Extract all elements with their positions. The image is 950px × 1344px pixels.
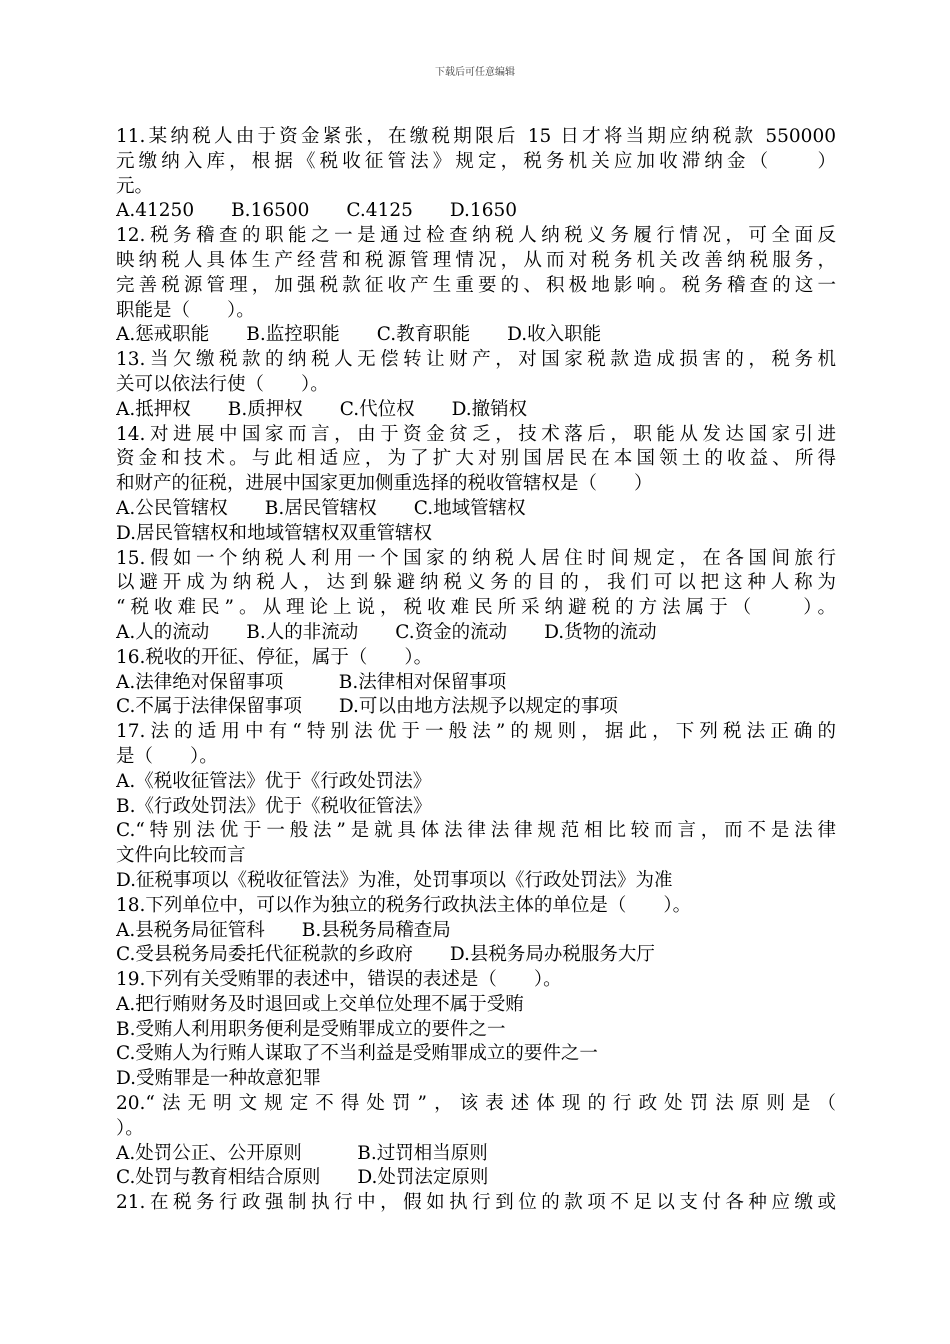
text-line: A.把行贿财务及时退回或上交单位处理不属于受贿: [116, 993, 524, 1015]
text-line: C.“特别法优于一般法”是就具体法律法律规范相比较而言，而不是法律: [116, 820, 836, 842]
text-line: 21.在税务行政强制执行中，假如执行到位的款项不足以支付各种应缴或: [116, 1192, 836, 1214]
text-line: D.居民管辖权和地域管辖权双重管辖权: [116, 522, 433, 544]
text-line: C.受贿人为行贿人谋取了不当利益是受贿罪成立的要件之一: [116, 1043, 598, 1065]
text-line: 职能是（ ）。: [116, 299, 255, 321]
text-line: B.《行政处罚法》优于《税收征管法》: [116, 795, 432, 817]
text-line: A.《税收征管法》优于《行政处罚法》: [116, 770, 432, 792]
text-line: D.受贿罪是一种故意犯罪: [116, 1068, 322, 1090]
text-line: A.法律绝对保留事项 B.法律相对保留事项: [116, 671, 507, 693]
text-line: A.抵押权 B.质押权 C.代位权 D.撤销权: [116, 398, 528, 420]
text-line: 映纳税人具体生产经营和税源管理情况，从而对税务机关改善纳税服务，: [116, 249, 836, 271]
text-line: 资金和技术。与此相适应，为了扩大对别国居民在本国领土的收益、所得: [116, 448, 836, 470]
text-line: 以避开成为纳税人，达到躲避纳税义务的目的，我们可以把这种人称为: [116, 572, 836, 594]
text-line: C.处罚与教育相结合原则 D.处罚法定原则: [116, 1167, 489, 1189]
text-line: 是（ ）。: [116, 745, 218, 767]
text-line: 20.“法无明文规定不得处罚”，该表述体现的行政处罚法原则是（: [116, 1093, 836, 1115]
text-line: 和财产的征税，进展中国家更加侧重选择的税收管辖权是（ ）: [116, 473, 653, 495]
text-line: A.惩戒职能 B.监控职能 C.教育职能 D.收入职能: [116, 324, 602, 346]
text-line: 完善税源管理，加强税款征收产生重要的、积极地影响。税务稽查的这一: [116, 274, 836, 296]
text-line: 元缴纳入库，根据《税收征管法》规定，税务机关应加收滞纳金（ ）: [116, 150, 836, 172]
document-body: [116, 125, 836, 1216]
text-line: 16.税收的开征、停征，属于（ ）。: [116, 646, 433, 668]
text-line: A.县税务局征管科 B.县税务局稽查局: [116, 919, 451, 941]
text-line: 14.对进展中国家而言，由于资金贫乏，技术落后，职能从发达国家引进: [116, 423, 836, 445]
text-line: 17.法的适用中有“特别法优于一般法”的规则，据此，下列税法正确的: [116, 721, 836, 743]
text-line: 15.假如一个纳税人利用一个国家的纳税人居住时间规定，在各国间旅行: [116, 547, 836, 569]
text-line: D.征税事项以《税收征管法》为准，处罚事项以《行政处罚法》为准: [116, 869, 673, 891]
text-line: 19.下列有关受贿罪的表述中，错误的表述是（ ）。: [116, 969, 562, 991]
text-line: 11.某纳税人由于资金紧张，在缴税期限后 15 日才将当期应纳税款 550000: [116, 126, 836, 147]
text-line: “税收难民”。从理论上说，税收难民所采纳避税的方法属于（ ）。: [116, 597, 836, 619]
text-line: 元。: [116, 175, 154, 197]
text-line: C.受县税务局委托代征税款的乡政府 D.县税务局办税服务大厅: [116, 944, 655, 966]
text-line: ）。: [116, 1117, 144, 1139]
text-line: 18.下列单位中，可以作为独立的税务行政执法主体的单位是（ ）。: [116, 894, 692, 916]
text-line: A.人的流动 B.人的非流动 C.资金的流动 D.货物的流动: [116, 621, 657, 643]
text-line: 12.税务稽查的职能之一是通过检查纳税人纳税义务履行情况，可全面反: [116, 225, 836, 247]
text-line: C.不属于法律保留事项 D.可以由地方法规予以规定的事项: [116, 696, 618, 718]
text-line: 文件向比较而言: [116, 845, 246, 867]
page-header: 下载后可任意编辑: [435, 67, 515, 78]
text-line: A.公民管辖权 B.居民管辖权 C.地域管辖权: [116, 497, 526, 519]
text-line: B.受贿人利用职务便利是受贿罪成立的要件之一: [116, 1018, 506, 1040]
text-line: A.处罚公正、公开原则 B.过罚相当原则: [116, 1142, 488, 1164]
text-line: 13.当欠缴税款的纳税人无偿转让财产，对国家税款造成损害的，税务机: [116, 349, 836, 371]
text-line: A.41250 B.16500 C.4125 D.1650: [116, 200, 518, 222]
text-line: 关可以依法行使（ ）。: [116, 373, 329, 395]
